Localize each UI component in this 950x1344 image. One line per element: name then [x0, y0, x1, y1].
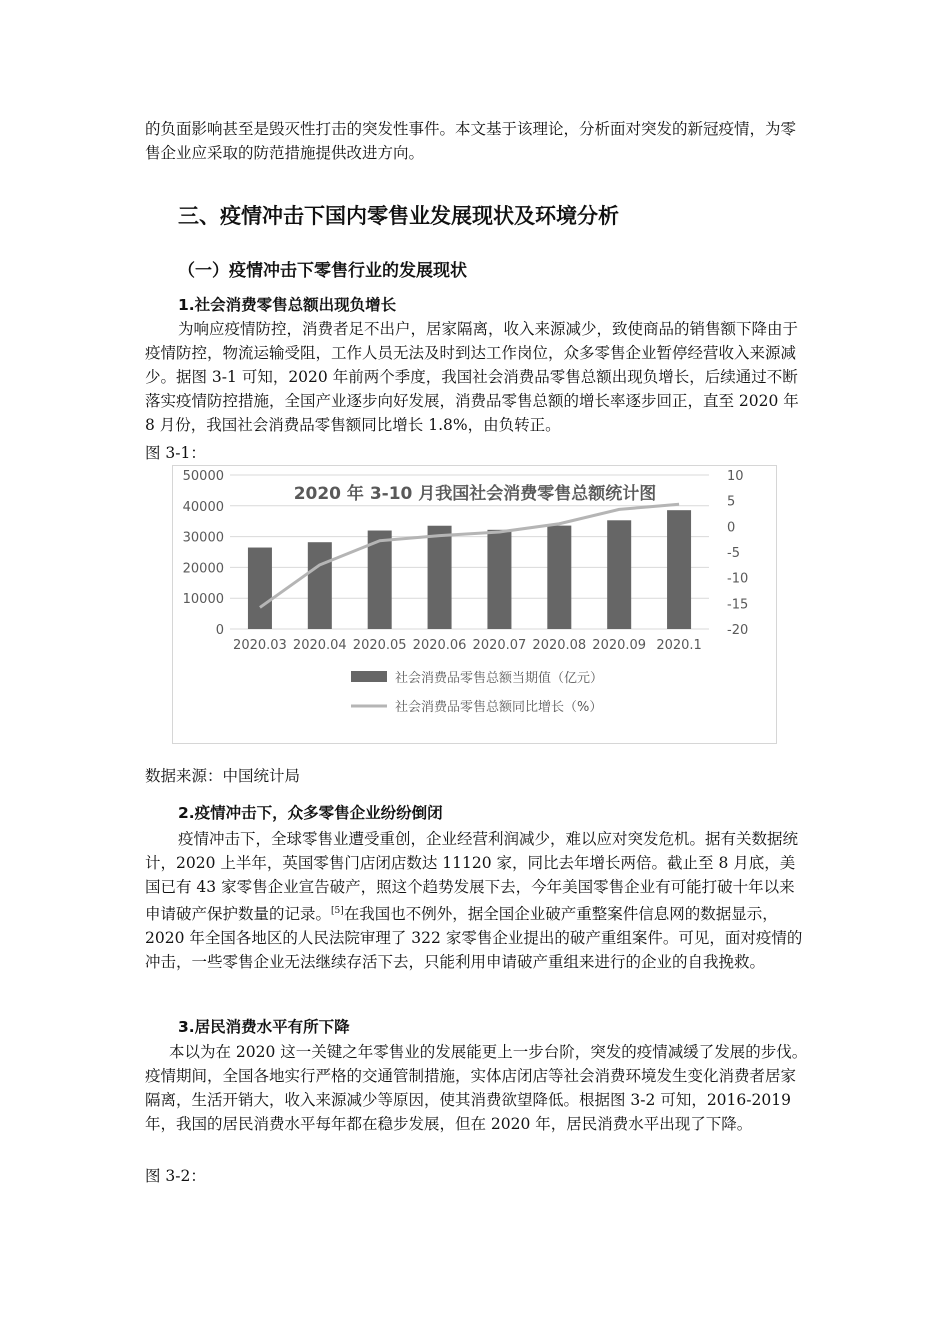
x-tick-label: 2020.08 [532, 638, 587, 653]
legend-label-line: 社会消费品零售总额同比增长（%） [395, 700, 603, 715]
y-tick-label: 50000 [182, 469, 224, 484]
heading-bankruptcies: 2.疫情冲击下，众多零售企业纷纷倒闭 [178, 804, 443, 822]
paragraph-bankruptcies-part1: 疫情冲击下，全球零售业遭受重创，企业经营利润减少，难以应对突发危机。据有关数据统计，2020 上半年，英国零售门店闭店数达 11120 家，同比去年增长两倍。截止至 8 月底，美国已有 43 家零售企业宣告破产，照这个趋势发展下去，今年美国零售企业有可能打破十年以来申请破产保护数量的记录。 [145, 830, 799, 924]
y2-tick-label: -20 [727, 623, 749, 638]
chart-bar [547, 526, 571, 629]
figure-label-3-2: 图 3-2： [145, 1167, 206, 1185]
y2-tick-label: 10 [727, 469, 744, 484]
paragraph-intro: 的负面影响甚至是毁灭性打击的突发性事件。本文基于该理论，分析面对突发的新冠疫情，为零售企业应采取的防范措施提供改进方向。 [145, 120, 797, 162]
paragraph-bankruptcies-part2: 在我国也不例外，据全国企业破产重整案件信息网的数据显示，2020 年全国各地区的人民法院审理了 322 家零售企业提出的破产重组案件。可见，面对疫情的冲击，一些零售企业无法继续存活下去，只能利用申请破产重组来进行的企业的自我挽救。 [145, 905, 803, 972]
y2-tick-label: 0 [727, 520, 736, 536]
chart-title: 2020 年 3-10 月我国社会消费零售总额统计图 [293, 484, 657, 504]
chart-bar [428, 526, 452, 629]
paragraph-negative-growth: 为响应疫情防控，消费者足不出户，居家隔离，收入来源减少，致使商品的销售额下降由于疫情防控，物流运输受阻，工作人员无法及时到达工作岗位，众多零售企业暂停经营收入来源减少。据图 3-1 可知，2020 年前两个季度，我国社会消费品零售总额出现负增长，后续通过不断落实疫情防控措施，全国产业逐步向好发展，消费品零售总额的增长率逐步回正，直至 2020 年 8 月份，我国社会消费品零售额同比增长 1.8%，由负转正。 [145, 320, 799, 434]
x-tick-label: 2020.1 [656, 638, 702, 653]
y-tick-label: 20000 [182, 561, 224, 577]
x-tick-label: 2020.09 [592, 638, 647, 653]
citation-ref: [5] [331, 906, 344, 916]
x-tick-label: 2020.03 [233, 638, 287, 653]
subsection-title: （一）疫情冲击下零售行业的发展现状 [178, 261, 467, 281]
paragraph-bankruptcies [145, 827, 810, 974]
heading-consumption-decline: 3.居民消费水平有所下降 [178, 1018, 350, 1036]
y2-tick-label: -5 [727, 546, 740, 561]
y-tick-label: 10000 [182, 592, 224, 608]
y2-tick-label: -10 [727, 571, 749, 587]
chart-bar [487, 530, 511, 629]
chart-bar [607, 520, 631, 629]
legend-label-bar: 社会消费品零售总额当期值（亿元） [395, 671, 604, 686]
section-title: 三、疫情冲击下国内零售业发展现状及环境分析 [178, 204, 619, 228]
y-tick-label: 30000 [182, 530, 224, 546]
x-tick-label: 2020.05 [352, 638, 407, 653]
legend-swatch-bar [351, 671, 387, 682]
figure-label-3-1: 图 3-1： [145, 444, 206, 462]
chart-bar [667, 510, 691, 629]
heading-negative-growth: 1.社会消费零售总额出现负增长 [178, 296, 397, 314]
chart-bar [308, 542, 332, 629]
chart-canvas [173, 466, 776, 743]
chart-bar [248, 548, 272, 629]
y2-tick-label: 5 [727, 494, 736, 510]
y-tick-label: 40000 [182, 499, 224, 515]
retail-sales-chart [172, 465, 777, 744]
data-source-note: 数据来源：中国统计局 [145, 767, 301, 785]
x-tick-label: 2020.06 [412, 638, 467, 653]
x-tick-label: 2020.07 [472, 638, 527, 653]
y-tick-label: 0 [215, 623, 224, 638]
x-tick-label: 2020.04 [292, 638, 347, 653]
y2-tick-label: -15 [727, 597, 749, 613]
paragraph-consumption-decline: 本以为在 2020 这一关键之年零售业的发展能更上一步台阶，突发的疫情减缓了发展的步伐。疫情期间，全国各地实行严格的交通管制措施，实体店闭店等社会消费环境发生变化消费者居家隔离，生活开销大，收入来源减少等原因，使其消费欲望降低。根据图 3-2 可知，2016-2019 年，我国的居民消费水平每年都在稳步发展，但在 2020 年，居民消费水平出现了下降。 [145, 1043, 808, 1133]
